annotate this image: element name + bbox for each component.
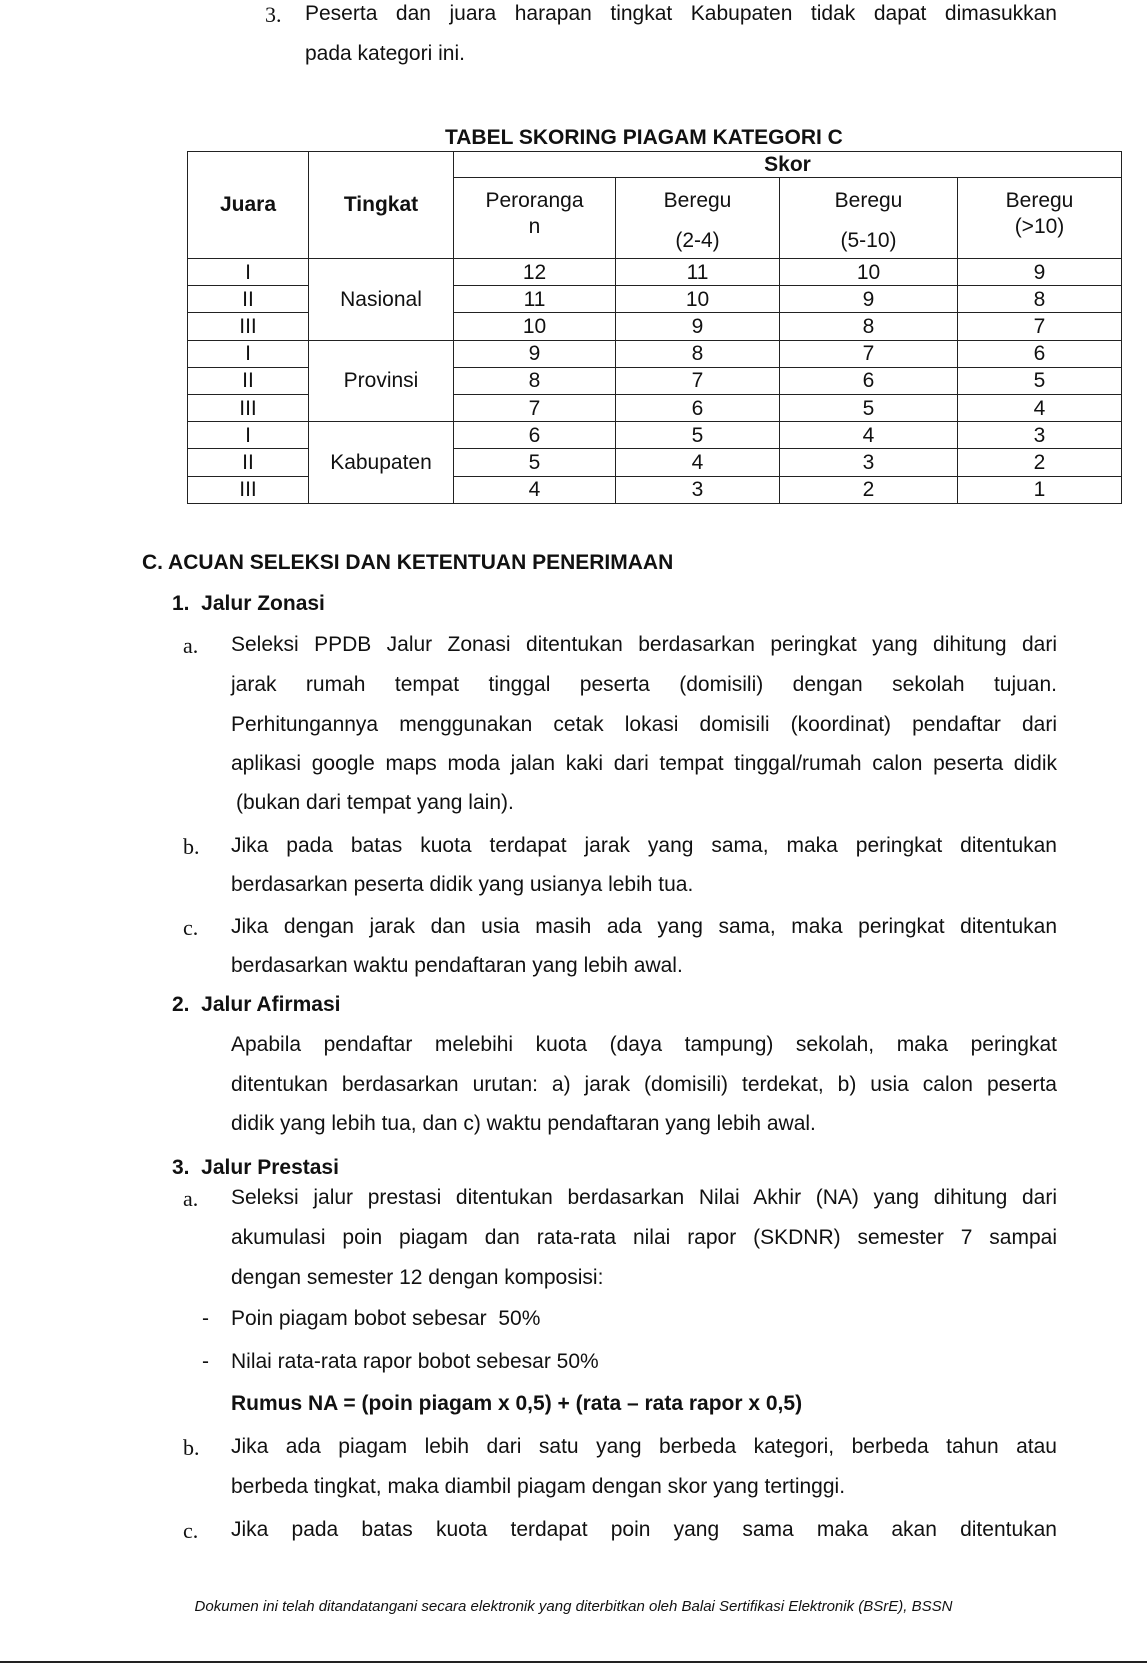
cell-score: 4 [958,395,1122,422]
zonasi-a-line-5: (bukan dari tempat yang lain). [236,791,514,814]
header-beregu-5-10 [780,178,958,259]
cell-score: 6 [958,340,1122,367]
prestasi-c-marker: c. [183,1518,199,1543]
cell-score: 5 [958,367,1122,394]
prestasi-heading: 3. Jalur Prestasi [172,1156,339,1179]
zonasi-a-line-3: Perhitungannya menggunakan cetak lokasi domisili (koordinat) pendaftar dari [231,713,1057,736]
formula-na: Rumus NA = (poin piagam x 0,5) + (rata – rata rapor x 0,5) [231,1392,803,1415]
header-juara: Juara [188,152,309,259]
cell-score: 10 [780,258,958,285]
intro-line-1: Peserta dan juara harapan tingkat Kabupaten tidak dapat dimasukkan [305,2,1057,25]
prestasi-b-line-1: Jika ada piagam lebih dari satu yang berbeda kategori, berbeda tahun atau [231,1435,1057,1458]
cell-score: 6 [780,367,958,394]
header-perorangan-line2: n [528,215,541,239]
table-row [188,476,1122,503]
cell-score: 5 [616,422,780,449]
cell-score: 4 [454,476,616,503]
intro-line-2: pada kategori ini. [305,42,465,65]
zonasi-heading: 1. Jalur Zonasi [172,592,325,615]
afirmasi-line-3: didik yang lebih tua, dan c) waktu pendaftaran yang lebih awal. [231,1112,816,1135]
zonasi-b-marker: b. [183,834,200,859]
header-perorangan [454,178,616,259]
section-c-heading: C. ACUAN SELEKSI DAN KETENTUAN PENERIMAAN [142,551,674,574]
cell-tingkat-provinsi: Provinsi [309,367,454,394]
prestasi-b-marker: b. [183,1435,200,1460]
table-title: TABEL SKORING PIAGAM KATEGORI C [445,126,843,149]
afirmasi-line-2: ditentukan berdasarkan urutan: a) jarak (domisili) terdekat, b) usia calon peserta [231,1073,1057,1096]
bullet-nilai-rapor: Nilai rata-rata rapor bobot sebesar 50% [231,1350,599,1373]
header-beregu-2-4-line1: Beregu [663,189,732,213]
header-skor: Skor [454,152,1122,178]
header-beregu-10plus [958,178,1122,259]
cell-score: 9 [454,340,616,367]
cell-score: 3 [616,476,780,503]
cell-score: 6 [616,395,780,422]
cell-score: 7 [958,313,1122,340]
cell-score: 11 [616,258,780,285]
cell-juara: II [188,449,309,476]
zonasi-a-marker: a. [183,633,199,658]
cell-juara: I [188,340,309,367]
zonasi-a-line-4: aplikasi google maps moda jalan kaki dari tempat tinggal/rumah calon peserta didik [231,752,1057,775]
cell-score: 8 [616,340,780,367]
cell-score: 2 [958,449,1122,476]
cell-tingkat [309,395,454,422]
cell-juara: III [188,395,309,422]
cell-tingkat [309,258,454,285]
cell-score: 5 [454,449,616,476]
prestasi-b-line-2: berbeda tingkat, maka diambil piagam dengan skor yang tertinggi. [231,1475,846,1498]
zonasi-b-line-2: berdasarkan peserta didik yang usianya lebih tua. [231,873,694,896]
cell-juara: I [188,258,309,285]
cell-tingkat [309,313,454,340]
cell-score: 5 [780,395,958,422]
header-tingkat: Tingkat [309,152,454,259]
cell-score: 1 [958,476,1122,503]
prestasi-a-line-3: dengan semester 12 dengan komposisi: [231,1266,604,1289]
cell-score: 4 [780,422,958,449]
table-row [188,286,1122,313]
zonasi-c-line-1: Jika dengan jarak dan usia masih ada yang sama, maka peringkat ditentukan [231,915,1057,938]
prestasi-a-marker: a. [183,1186,199,1211]
cell-tingkat-kabupaten: Kabupaten [309,449,454,476]
cell-juara: III [188,476,309,503]
header-beregu-2-4 [616,178,780,259]
cell-juara: II [188,367,309,394]
footer-signature-note: Dokumen ini telah ditandatangani secara elektronik yang diterbitkan oleh Balai Sertifikasi Elektronik (BSrE), BSSN [194,1598,953,1615]
header-beregu-2-4-line2: (2-4) [675,229,720,253]
cell-score: 7 [616,367,780,394]
cell-tingkat-nasional: Nasional [309,286,454,313]
zonasi-a-line-2: jarak rumah tempat tinggal peserta (domisili) dengan sekolah tujuan. [231,673,1057,696]
bullet-dash-1: - [202,1307,209,1330]
afirmasi-heading: 2. Jalur Afirmasi [172,993,341,1016]
bottom-divider [0,1661,1147,1663]
cell-score: 10 [454,313,616,340]
cell-score: 3 [958,422,1122,449]
cell-score: 7 [454,395,616,422]
cell-score: 9 [616,313,780,340]
cell-tingkat [309,340,454,367]
cell-juara: III [188,313,309,340]
afirmasi-line-1: Apabila pendaftar melebihi kuota (daya tampung) sekolah, maka peringkat [231,1033,1057,1056]
bullet-dash-2: - [202,1350,209,1373]
cell-score: 11 [454,286,616,313]
header-beregu-5-10-line1: Beregu [834,189,903,213]
cell-score: 3 [780,449,958,476]
table-row [188,422,1122,449]
table-row [188,313,1122,340]
cell-juara: II [188,286,309,313]
score-table [187,151,1122,504]
table-row [188,258,1122,285]
cell-score: 8 [454,367,616,394]
cell-score: 7 [780,340,958,367]
header-beregu-5-10-line2: (5-10) [840,229,897,253]
cell-score: 2 [780,476,958,503]
cell-score: 4 [616,449,780,476]
cell-score: 9 [780,286,958,313]
zonasi-c-line-2: berdasarkan waktu pendaftaran yang lebih awal. [231,954,683,977]
cell-score: 12 [454,258,616,285]
prestasi-a-line-1: Seleksi jalur prestasi ditentukan berdasarkan Nilai Akhir (NA) yang dihitung dari [231,1186,1057,1209]
header-beregu-10plus-line2: (>10) [1014,215,1065,239]
table-row [188,340,1122,367]
cell-score: 10 [616,286,780,313]
zonasi-c-marker: c. [183,915,199,940]
cell-score: 9 [958,258,1122,285]
header-perorangan-line1: Peroranga [485,189,584,213]
intro-number: 3. [265,2,282,27]
cell-tingkat [309,476,454,503]
header-beregu-10plus-line1: Beregu [1005,189,1074,213]
cell-score: 8 [958,286,1122,313]
table-row [188,395,1122,422]
prestasi-a-line-2: akumulasi poin piagam dan rata-rata nilai rapor (SKDNR) semester 7 sampai [231,1226,1057,1249]
cell-score: 8 [780,313,958,340]
bullet-poin-piagam: Poin piagam bobot sebesar 50% [231,1307,541,1330]
table-row [188,449,1122,476]
zonasi-b-line-1: Jika pada batas kuota terdapat jarak yang sama, maka peringkat ditentukan [231,834,1057,857]
cell-juara: I [188,422,309,449]
zonasi-a-line-1: Seleksi PPDB Jalur Zonasi ditentukan berdasarkan peringkat yang dihitung dari [231,633,1057,656]
table-row [188,367,1122,394]
cell-tingkat [309,422,454,449]
cell-score: 6 [454,422,616,449]
prestasi-c-line-1: Jika pada batas kuota terdapat poin yang sama maka akan ditentukan [231,1518,1057,1541]
